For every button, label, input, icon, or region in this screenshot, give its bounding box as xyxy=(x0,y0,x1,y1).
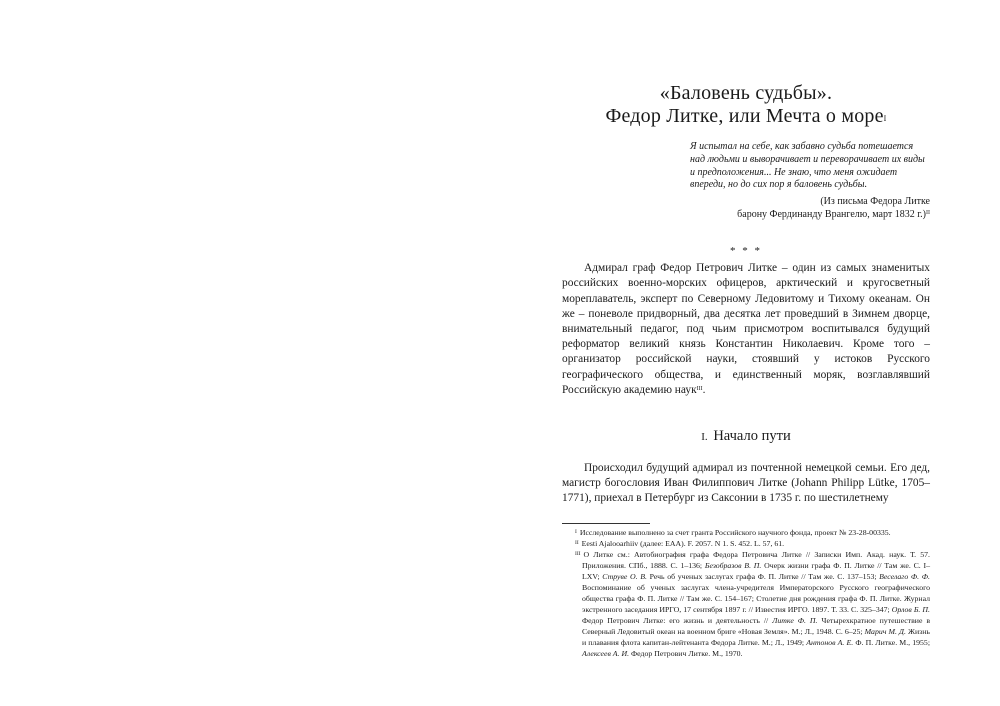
intro-paragraph xyxy=(562,261,930,398)
footnote-3-author: Орлов Б. П. xyxy=(891,604,930,614)
footnote-3-part: Федор Петрович Литке: его жизнь и деятельность // xyxy=(582,615,773,625)
title-line-2 xyxy=(562,105,930,128)
epigraph-footnote-mark[interactable]: II xyxy=(926,210,930,217)
footnote-3-part: Жизнь и плавания флота капитан-лейтенанта Федора Литке. М.; Л., 1949; xyxy=(582,626,930,647)
footnote-3-author: Веселаго Ф. Ф. xyxy=(879,571,931,581)
footnote-1 xyxy=(562,527,930,538)
footnote-3-part: Воспоминание об ученых заслугах члена-учредителя Императорского Русского географического общества графа Ф. П. Литке // Там же. С. 154–167; Столетие дня рождения графа Ф. П. Литке. Журнал экстренного заседания ИРГО, 17 сентября 1897 г. // Известия ИРГО. 1897. Т. 33. С. 325–347; xyxy=(582,582,930,614)
footnote-3-author: Струве О. В. xyxy=(602,571,647,581)
footnote-3-author: Алексеев А. И. xyxy=(582,648,630,658)
footnote-3 xyxy=(562,549,930,659)
section-title: Начало пути xyxy=(713,428,791,445)
footnote-1-mark: I xyxy=(575,528,577,535)
footnote-divider xyxy=(562,523,650,524)
footnote-3-part: Речь об ученых заслугах графа Ф. П. Литке // Там же. С. 137–153; xyxy=(646,571,880,581)
section-number: I. xyxy=(701,431,708,444)
intro-footnote-mark[interactable]: III xyxy=(696,385,703,392)
footnote-1-text: Исследование выполнено за счет гранта Российского научного фонда, проект № 23-28-00335. xyxy=(579,527,891,537)
footnotes xyxy=(562,527,930,659)
footnote-3-mark: III xyxy=(575,550,581,557)
footnote-3-author: Безобразов В. П. xyxy=(704,560,762,570)
epigraph-source-line-1: (Из письма Федора Литке xyxy=(820,196,930,208)
footnote-3-part: Ф. П. Литке. М., 1955; xyxy=(853,637,930,647)
chapter-title xyxy=(562,82,930,128)
title-line-1: «Баловень судьбы». xyxy=(659,82,833,104)
intro-end: . xyxy=(702,383,706,396)
epigraph xyxy=(690,141,930,192)
footnote-3-author: Антонов А. Е. xyxy=(806,637,854,647)
footnote-3-author: Литке Ф. П. xyxy=(772,615,818,625)
title-line-2-text: Федор Литке, или Мечта о море xyxy=(605,105,884,127)
intro-text: Адмирал граф Федор Петрович Литке – один из самых знаменитых российских военно-морских офицеров, арктический и кругосветный мореплаватель, эксперт по Северному Ледовитому и Тихому океанам. Он же – поневоле придворный, два десятка лет проведший в Зимнем дворце, внимательный педагог, под чьим присмотром воспитывался будущий реформатор великий князь Константин Николаевич. Кроме того – организатор российской науки, стоявший у истоков Русского географического общества, и единственный моряк, возглавлявший Российскую академию наук xyxy=(562,262,930,396)
footnote-3-part: О Литке см.: Автобиография графа Федора Петровича Литке // Записки Имп. Акад. наук. Т. 57. Приложения. СПб., 1888. С. 1–136; xyxy=(582,549,930,570)
footnote-2-text: Eesti Ajalooarhiiv (далее: EAA). F. 2057. N 1. S. 452. L. 57, 61. xyxy=(581,538,785,548)
section-heading xyxy=(562,428,930,445)
epigraph-source-line-2 xyxy=(562,208,930,221)
section-text: Происходил будущий адмирал из почтенной немецкой семьи. Его дед, магистр богословия Иван Филиппович Литке (Johann Philipp Lütke, 1705–1771), приехал в Петербург из Саксонии в 1735 г. по шестилетнему xyxy=(562,462,930,505)
footnote-2 xyxy=(562,538,930,549)
title-footnote-mark[interactable]: I xyxy=(883,114,887,123)
section-paragraph xyxy=(562,461,930,507)
footnote-3-part: Очерк жизни графа Ф. П. Литке // Там же. С. I–LXV; xyxy=(582,560,930,581)
book-page xyxy=(562,60,930,659)
epigraph-text: Я испытал на себе, как забавно судьба потешается над людьми и выворачивает и переворачивает их виды и предположения... Не знаю, что меня ожидает впереди, но до сих пор я баловень судьбы. xyxy=(690,141,925,191)
footnote-2-mark: II xyxy=(575,539,579,546)
footnote-3-part: Четырехкратное путешествие в Северный Ледовитый океан на военном бриге «Новая Земля». М.; Л., 1948. С. 6–25; xyxy=(582,615,931,636)
section-separator: * * * xyxy=(730,245,762,258)
footnote-3-part: Федор Петрович Литке. М., 1970. xyxy=(629,648,743,658)
epigraph-source xyxy=(562,195,930,221)
epigraph-source-line-2-text: барону Фердинанду Врангелю, март 1832 г.) xyxy=(737,209,926,221)
footnote-3-author: Марич М. Д. xyxy=(864,626,906,636)
